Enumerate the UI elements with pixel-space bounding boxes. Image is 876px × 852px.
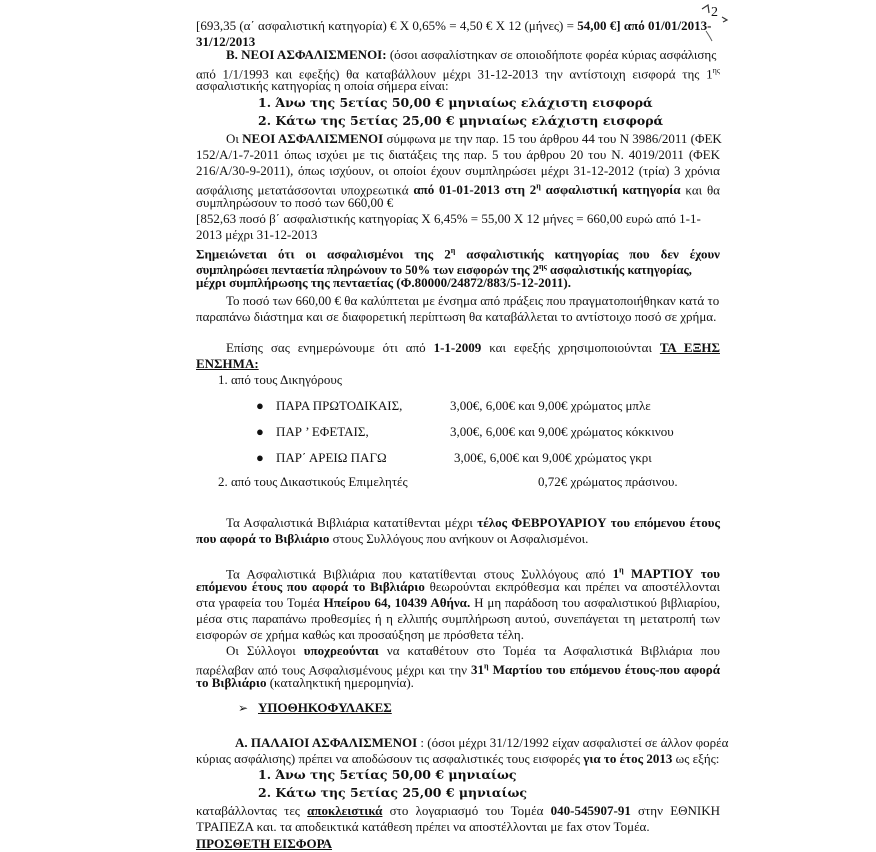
text-line: 31/12/2013 bbox=[196, 34, 256, 49]
text-line: ΤΡΑΠΕΖΑ και. τα αποδεικτικά κατάθεση πρέπει να αποστέλλονται με fax στον Τομέα. bbox=[196, 819, 650, 834]
note-line: μέχρι συμπλήρωσης της πενταετίας (Φ.80000/24872/883/5-12-2011). bbox=[196, 275, 572, 290]
text-line: εισφορών σε χρήμα καθώς και προσαύξηση με πρόσθετα τέλη. bbox=[196, 627, 524, 642]
text-line: [693,35 (α΄ ασφαλιστική κατηγορία) € Χ 0,65% = 4,50 € Χ 12 (μήνες) = 54,00 €] από 01/01/2013- bbox=[196, 18, 712, 33]
list-item: 1. από τους Δικηγόρους bbox=[218, 372, 342, 387]
text-line: 152/Α/1-7-2011 όπως ισχύει με τις διατάξεις της παρ. 5 του άρθρου 20 του Ν. 4019/2011 (ΦΕΚ bbox=[196, 147, 720, 162]
stamp-row: ● ΠΑΡΑ ΠΡΩΤΟΔΙΚΑΙΣ, 3,00€, 6,00€ και 9,00€ χρώματος μπλε bbox=[256, 398, 651, 413]
list-item: 2. Κάτω της 5ετίας 25,00 € μηνιαίως ελάχιστη εισφορά bbox=[258, 113, 664, 128]
stamp-row: ● ΠΑΡ΄ ΑΡΕΙΩ ΠΑΓΩ 3,00€, 6,00€ και 9,00€ χρώματος γκρι bbox=[256, 450, 652, 465]
text-line: καταβάλλοντας τες αποκλειστικά στο λογαριασμό του Τομέα 040-545907-91 στην ΕΘΝΙΚΗ bbox=[196, 803, 721, 818]
note-line: Σημειώνεται ότι οι ασφαλισμένοι της $2^\eta$ ασφαλιστικής κατηγορίας που δεν έχουν bbox=[196, 246, 720, 262]
text-line: παραπάνω διάστημα και σε διαφορετική περίπτωση θα καταβάλλεται το αντίστοιχο ποσό σε χρήμα. bbox=[196, 309, 717, 324]
text-line: που αφορά το Βιβλιάριο στους Συλλόγους που ανήκουν οι Ασφαλισμένοι. bbox=[196, 531, 589, 546]
text-line: επόμενου έτους που αφορά το Βιβλιάριο θεωρούνται εκπρόθεσμα και πρέπει να αποστέλλονται bbox=[196, 579, 720, 594]
text-line: το Βιβλιάριο (καταληκτική ημερομηνία). bbox=[196, 675, 414, 690]
section-heading-additional-contribution: ΠΡΟΣΘΕΤΗ ΕΙΣΦΟΡΑ bbox=[196, 836, 333, 851]
stamp-row: ● ΠΑΡ ’ ΕΦΕΤΑΙΣ, 3,00€, 6,00€ και 9,00€ χρώματος κόκκινου bbox=[256, 424, 674, 439]
bullet-icon: ● bbox=[256, 450, 264, 465]
text-line: Το ποσό των 660,00 € θα καλύπτεται με ένσημα από πράξεις που πραγματοποιήθηκαν κατά το bbox=[226, 293, 720, 308]
stamp-row: 2. από τους Δικαστικούς Επιμελητές 0,72€ χρώματος πράσινου. bbox=[218, 474, 678, 489]
section-heading-new-insured: Β. ΝΕΟΙ ΑΣΦΑΛΙΣΜΕΝΟΙ: (όσοι ασφαλίστηκαν σε οποιοδήποτε φορέα κύριας ασφάλισης bbox=[226, 47, 717, 62]
text-line: μέσα στις παραπάνω προθεσμίες ή η ελλιπής συμπλήρωση αυτού, συνεπάγεται τη μετατροπή των bbox=[196, 611, 720, 626]
text-line: στα γραφεία του Τομέα Ηπείρου 64, 10439 Αθήνα. Η μη παράδοση του ασφαλιστικού βιβλιαρίου, bbox=[196, 595, 720, 610]
list-item: 1. Άνω της 5ετίας 50,00 € μηνιαίως bbox=[258, 767, 517, 782]
text-line: κύριας ασφάλισης) πρέπει να αποδώσουν τις ασφαλιστικές τους εισφορές για το έτος 2013 ως εξής: bbox=[196, 751, 720, 766]
section-heading-mortgage-keepers: ΥΠΟΘΗΚΟΦΥΛΑΚΕΣ bbox=[258, 700, 392, 715]
note-line: συμπληρώσει πενταετία πληρώνουν το 50% των εισφορών της $2^{\eta\varsigma}$ ασφαλιστικής κατηγορίας, bbox=[196, 262, 692, 278]
text-line: παρέλαβαν από τους Ασφαλισμένους μέχρι και την $31^\eta$ Μαρτίου του επόμενου έτους-που αφορά bbox=[196, 662, 720, 678]
bullet-icon: ● bbox=[256, 398, 264, 413]
text-line: ασφαλιστικής κατηγορίας η οποία σήμερα είναι: bbox=[196, 78, 449, 93]
text-line: Οι Σύλλογοι υποχρεούνται να καταθέτουν στο Τομέα τα Ασφαλιστικά Βιβλιάρια που bbox=[226, 643, 720, 658]
text-line: Οι ΝΕΟΙ ΑΣΦΑΛΙΣΜΕΝΟΙ σύμφωνα με την παρ. 15 του άρθρου 44 του Ν 3986/2011 (ΦΕΚ bbox=[226, 131, 722, 146]
text-line: από 1/1/1993 και εφεξής) θα καταβάλλουν μέχρι 31-12-2013 την αντίστοιχη εισφορά της $1^{\eta\varsigma}$ bbox=[196, 66, 720, 82]
text-line: Τα Ασφαλιστικά Βιβλιάρια κατατίθενται μέχρι τέλος ΦΕΒΡΟΥΑΡΙΟΥ του επόμενου έτους bbox=[226, 515, 720, 530]
triangle-bullet-icon: ➢ bbox=[238, 701, 249, 715]
list-item: 1. Άνω της 5ετίας 50,00 € μηνιαίως ελάχιστη εισφορά bbox=[258, 95, 653, 110]
text-line: 2013 μέχρι 31-12-2013 bbox=[196, 227, 318, 242]
bullet-icon: ● bbox=[256, 424, 264, 439]
list-item: 2. Κάτω της 5ετίας 25,00 € μηνιαίως bbox=[258, 785, 528, 800]
text-line: ασφάλισης μετατάσσονται υποχρεωτικά από 01-01-2013 στη $2^\eta$ ασφαλιστική κατηγορία και θα bbox=[196, 182, 720, 198]
text-line: 216/Α/30-9-2011), όπως ισχύουν, οι οποίοι έχουν συμπληρώσει μέχρι 31-12-2012 (τρία) 3 χρόνια bbox=[196, 163, 720, 178]
page-number: 2 bbox=[711, 5, 718, 20]
section-heading-old-insured: Α. ΠΑΛΑΙΟΙ ΑΣΦΑΛΙΣΜΕΝΟΙ : (όσοι μέχρι 31/12/1992 είχαν ασφαλιστεί σε άλλον φορέα bbox=[235, 735, 729, 750]
text-line: Επίσης σας ενημερώνουμε ότι από 1-1-2009 και εφεξής χρησιμοποιούνται ΤΑ ΕΞΗΣ bbox=[226, 340, 720, 355]
heading-stamps: ΕΝΣΗΜΑ: bbox=[196, 356, 259, 371]
text-line: Τα Ασφαλιστικά Βιβλιάρια που κατατίθενται στους Συλλόγους από $1^\eta$ ΜΑΡΤΙΟΥ του bbox=[226, 566, 721, 582]
text-line: [852,63 ποσό β΄ ασφαλιστικής κατηγορίας Χ 6,45% = 55,00 Χ 12 μήνες = 660,00 ευρώ από 1-1- bbox=[196, 211, 701, 226]
text-line: συμπληρώσουν το ποσό των 660,00 € bbox=[196, 195, 394, 210]
